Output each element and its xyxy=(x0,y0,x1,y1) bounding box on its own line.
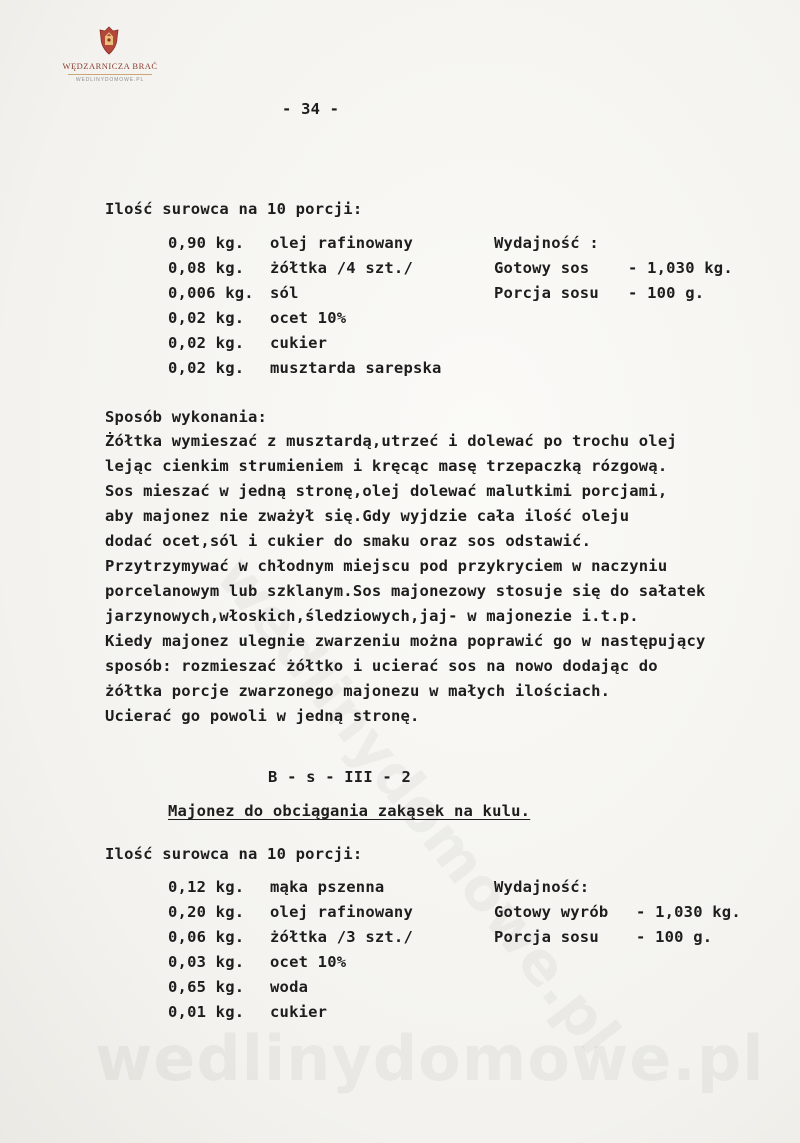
ingredient-qty: 0,90 kg. xyxy=(168,234,245,252)
ingredient-name: żółtka /3 szt./ xyxy=(270,928,413,946)
ingredient-qty: 0,65 kg. xyxy=(168,978,245,996)
recipe-title: Majonez do obciągania zakąsek na kulu. xyxy=(168,802,531,820)
ingredient-name: mąka pszenna xyxy=(270,878,385,896)
ingredient-name: ocet 10% xyxy=(270,953,347,971)
ingredient-qty: 0,01 kg. xyxy=(168,1003,245,1021)
ingredient-qty: 0,02 kg. xyxy=(168,309,245,327)
ingredients-heading: Ilość surowca na 10 porcji: xyxy=(105,200,363,218)
publisher-logo xyxy=(58,26,162,90)
ingredient-name: olej rafinowany xyxy=(270,903,413,921)
method-line: sposób: rozmieszać żółtko i ucierać sos na nowo dodając do xyxy=(105,657,658,675)
yield-label: Gotowy wyrób xyxy=(494,903,609,921)
ingredient-name: olej rafinowany xyxy=(270,234,413,252)
ingredient-name: sól xyxy=(270,284,299,302)
yield-value: - 100 g. xyxy=(636,928,713,946)
ingredient-name: cukier xyxy=(270,1003,328,1021)
ingredient-qty: 0,12 kg. xyxy=(168,878,245,896)
ingredient-qty: 0,20 kg. xyxy=(168,903,245,921)
ingredient-qty: 0,06 kg. xyxy=(168,928,245,946)
method-line: lejąc cienkim strumieniem i kręcąc masę trzepaczką rózgową. xyxy=(105,457,668,475)
logo-name: WĘDZARNICZA BRAĆ xyxy=(62,61,158,71)
crest-icon xyxy=(96,26,122,58)
yield-heading: Wydajność : xyxy=(494,234,599,252)
method-heading: Sposób wykonania: xyxy=(105,408,268,426)
yield-value: - 1,030 kg. xyxy=(636,903,741,921)
ingredient-qty: 0,02 kg. xyxy=(168,359,245,377)
method-line: Sos mieszać w jedną stronę,olej dolewać malutkimi porcjami, xyxy=(105,482,668,500)
yield-label: Porcja sosu xyxy=(494,284,599,302)
ingredient-name: ocet 10% xyxy=(270,309,347,327)
method-line: dodać ocet,sól i cukier do smaku oraz sos odstawić. xyxy=(105,532,592,550)
page-number: - 34 - xyxy=(282,100,340,118)
method-line: Żółtka wymieszać z musztardą,utrzeć i dolewać po trochu olej xyxy=(105,432,677,450)
method-line: Kiedy majonez ulegnie zwarzeniu można poprawić go w następujący xyxy=(105,632,706,650)
yield-heading: Wydajność: xyxy=(494,878,590,896)
yield-value: - 100 g. xyxy=(628,284,705,302)
ingredients-heading: Ilość surowca na 10 porcji: xyxy=(105,845,363,863)
ingredient-qty: 0,02 kg. xyxy=(168,334,245,352)
method-line: Przytrzymywać w chłodnym miejscu pod przykryciem w naczyniu xyxy=(105,557,668,575)
yield-value: - 1,030 kg. xyxy=(628,259,733,277)
logo-divider xyxy=(68,74,152,75)
recipe-code: B - s - III - 2 xyxy=(268,768,411,786)
yield-label: Porcja sosu xyxy=(494,928,599,946)
method-line: żółtka porcje zwarzonego majonezu w małych ilościach. xyxy=(105,682,611,700)
method-line: Ucierać go powoli w jedną stronę. xyxy=(105,707,420,725)
ingredient-qty: 0,03 kg. xyxy=(168,953,245,971)
ingredient-name: musztarda sarepska xyxy=(270,359,442,377)
ingredient-name: cukier xyxy=(270,334,328,352)
ingredient-qty: 0,006 kg. xyxy=(168,284,254,302)
watermark-bottom xyxy=(95,1022,764,1095)
ingredient-qty: 0,08 kg. xyxy=(168,259,245,277)
method-line: porcelanowym lub szklanym.Sos majonezowy stosuje się do sałatek xyxy=(105,582,706,600)
ingredient-name: woda xyxy=(270,978,309,996)
logo-url: WEDLINYDOMOWE.PL xyxy=(75,77,145,83)
method-line: aby majonez nie zważył się.Gdy wyjdzie cała ilość oleju xyxy=(105,507,630,525)
yield-label: Gotowy sos xyxy=(494,259,590,277)
ingredient-name: żółtka /4 szt./ xyxy=(270,259,413,277)
method-line: jarzynowych,włoskich,śledziowych,jaj- w majonezie i.t.p. xyxy=(105,607,639,625)
